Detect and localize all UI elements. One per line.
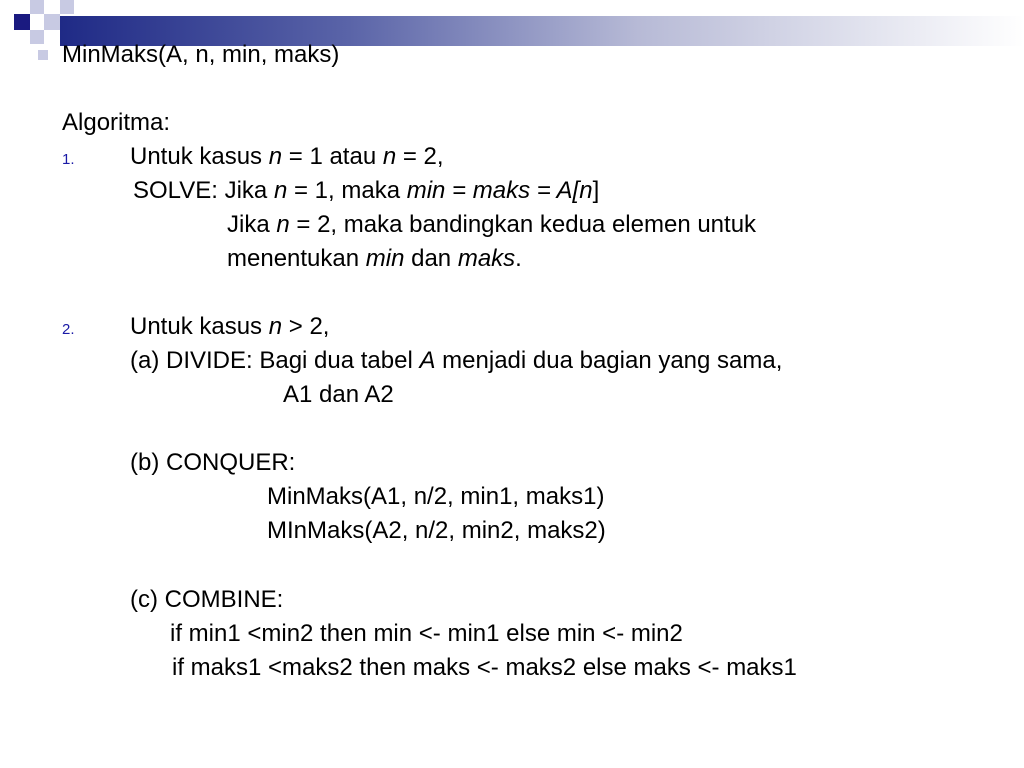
deco-square-light <box>60 0 74 14</box>
step2-combine-line2: if maks1 <maks2 then maks <- maks2 else maks <- maks1 <box>172 654 797 681</box>
step2-conquer-call1: MinMaks(A1, n/2, min1, maks1) <box>267 483 605 510</box>
deco-square-dark <box>14 14 30 30</box>
step2-combine-line1: if min1 <min2 then min <- min1 else min <- min2 <box>170 620 683 647</box>
deco-square-light <box>30 0 44 14</box>
step1-heading: Untuk kasus n = 1 atau n = 2, <box>130 143 444 170</box>
step-number: 2. <box>62 321 75 338</box>
deco-square-light <box>38 50 48 60</box>
step1-solve-line1: SOLVE: Jika n = 1, maka min = maks = A[n] <box>133 177 600 204</box>
step2-conquer-label: (b) CONQUER: <box>130 449 296 476</box>
step1-solve-line3: menentukan min dan maks. <box>227 245 522 272</box>
page-title: MinMaks(A, n, min, maks) <box>62 41 340 68</box>
step-number: 1. <box>62 151 75 168</box>
deco-square-light <box>44 14 60 30</box>
step2-combine-label: (c) COMBINE: <box>130 586 284 613</box>
step2-divide-line2: A1 dan A2 <box>283 381 394 408</box>
step2-conquer-call2: MInMaks(A2, n/2, min2, maks2) <box>267 517 606 544</box>
algoritma-label: Algoritma: <box>62 109 171 136</box>
step2-heading: Untuk kasus n > 2, <box>130 313 330 340</box>
step1-solve-line2: Jika n = 2, maka bandingkan kedua elemen untuk <box>227 211 757 238</box>
step2-divide-line1: (a) DIVIDE: Bagi dua tabel A menjadi dua bagian yang sama, <box>130 347 783 374</box>
deco-square-light <box>30 30 44 44</box>
